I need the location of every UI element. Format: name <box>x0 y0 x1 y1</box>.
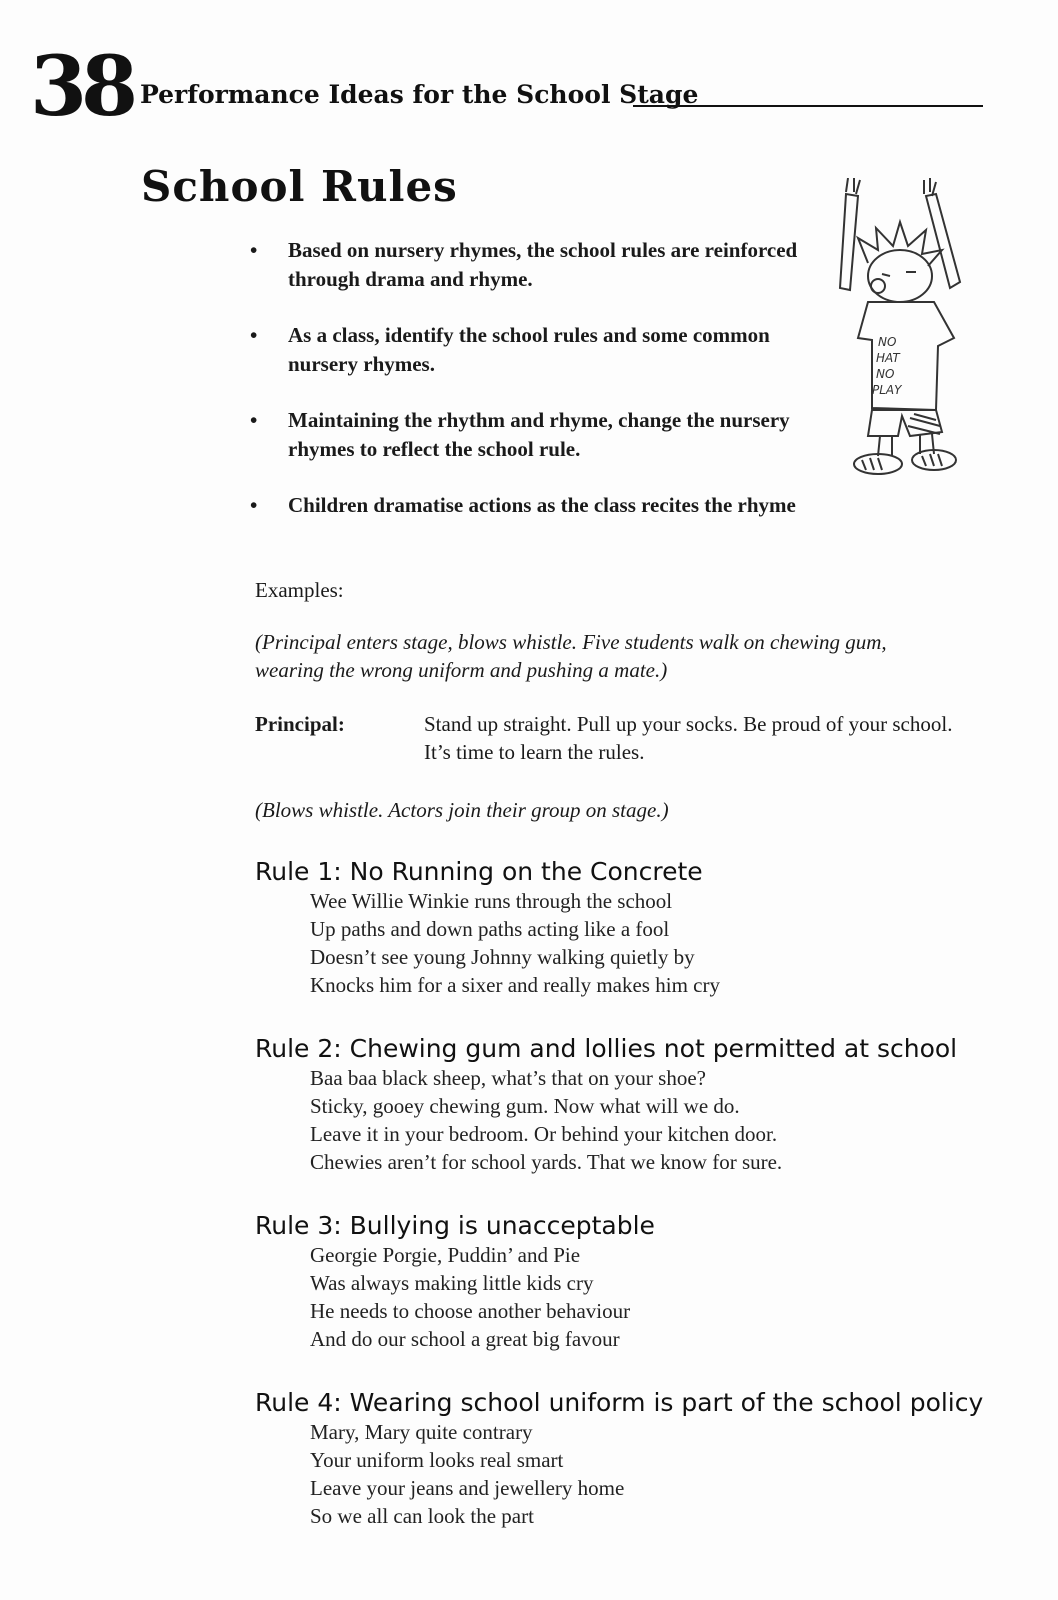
rhyme-line: Mary, Mary quite contrary <box>310 1420 533 1444</box>
stage-direction: (Principal enters stage, blows whistle. Five students walk on chewing gum, wearing the wrong uniform and pushing a mate.) <box>255 630 887 682</box>
bullet-text: Based on nursery rhymes, the school rules are reinforced through drama and rhyme. <box>288 238 798 291</box>
rhyme-line: Chewies aren’t for school yards. That we know for sure. <box>310 1150 783 1174</box>
bullet-icon: • <box>250 238 258 262</box>
shirt-text: PLAY <box>872 383 902 397</box>
bullet-item <box>250 236 830 294</box>
bullet-item <box>250 406 830 464</box>
rhyme-line: Wee Willie Winkie runs through the school <box>310 889 673 913</box>
examples-label: Examples: <box>255 578 344 602</box>
rhyme-line: Leave it in your bedroom. Or behind your kitchen door. <box>310 1122 778 1146</box>
bullet-text: Maintaining the rhythm and rhyme, change the nursery rhymes to reflect the school rule. <box>288 408 790 461</box>
rhyme-line: Georgie Porgie, Puddin’ and Pie <box>310 1243 581 1267</box>
shirt-text: NO <box>876 367 895 381</box>
rule-heading: Rule 2: Chewing gum and lollies not permitted at school <box>255 1034 958 1063</box>
bullet-item <box>250 321 830 379</box>
bullet-icon: • <box>250 408 258 432</box>
rule-section-1 <box>255 857 720 999</box>
rhyme-line: Was always making little kids cry <box>310 1271 594 1295</box>
bullet-text: Children dramatise actions as the class recites the rhyme <box>288 493 796 517</box>
header-rule <box>633 105 983 107</box>
speaker-label: Principal: <box>255 712 345 736</box>
page-title: School Rules <box>141 162 458 211</box>
cartoon-child-icon <box>838 178 978 488</box>
rhyme-line: Leave your jeans and jewellery home <box>310 1476 625 1500</box>
shirt-text: NO <box>878 335 897 349</box>
shirt-text: HAT <box>876 351 900 365</box>
rhyme-line: Baa baa black sheep, what’s that on your shoe? <box>310 1066 706 1090</box>
bullet-icon: • <box>250 323 258 347</box>
rhyme-line: Your uniform looks real smart <box>310 1448 564 1472</box>
stage-direction: (Blows whistle. Actors join their group on stage.) <box>255 798 669 822</box>
rule-section-4 <box>255 1388 983 1530</box>
bullet-text: As a class, identify the school rules and some common nursery rhymes. <box>288 323 770 376</box>
bullet-icon: • <box>250 493 258 517</box>
rhyme-line: And do our school a great big favour <box>310 1327 620 1351</box>
running-head: Performance Ideas for the School Stage <box>140 80 699 109</box>
rhyme-line: He needs to choose another behaviour <box>310 1299 631 1323</box>
speaker-line: Stand up straight. Pull up your socks. Be proud of your school. It’s time to learn the rules. <box>424 712 953 764</box>
rhyme-line: So we all can look the part <box>310 1504 534 1528</box>
rule-section-2 <box>255 1034 957 1176</box>
page-number: 38 <box>30 39 133 135</box>
bullet-list <box>250 236 830 547</box>
rule-heading: Rule 4: Wearing school uniform is part of the school policy <box>255 1388 984 1417</box>
rhyme-line: Up paths and down paths acting like a fool <box>310 917 670 941</box>
rhyme-line: Doesn’t see young Johnny walking quietly by <box>310 945 695 969</box>
rhyme-line: Knocks him for a sixer and really makes him cry <box>310 973 720 997</box>
bullet-item <box>250 491 830 520</box>
rule-section-3 <box>255 1211 655 1353</box>
rule-heading: Rule 1: No Running on the Concrete <box>255 857 703 886</box>
rule-heading: Rule 3: Bullying is unacceptable <box>255 1211 655 1240</box>
rhyme-line: Sticky, gooey chewing gum. Now what will we do. <box>310 1094 740 1118</box>
